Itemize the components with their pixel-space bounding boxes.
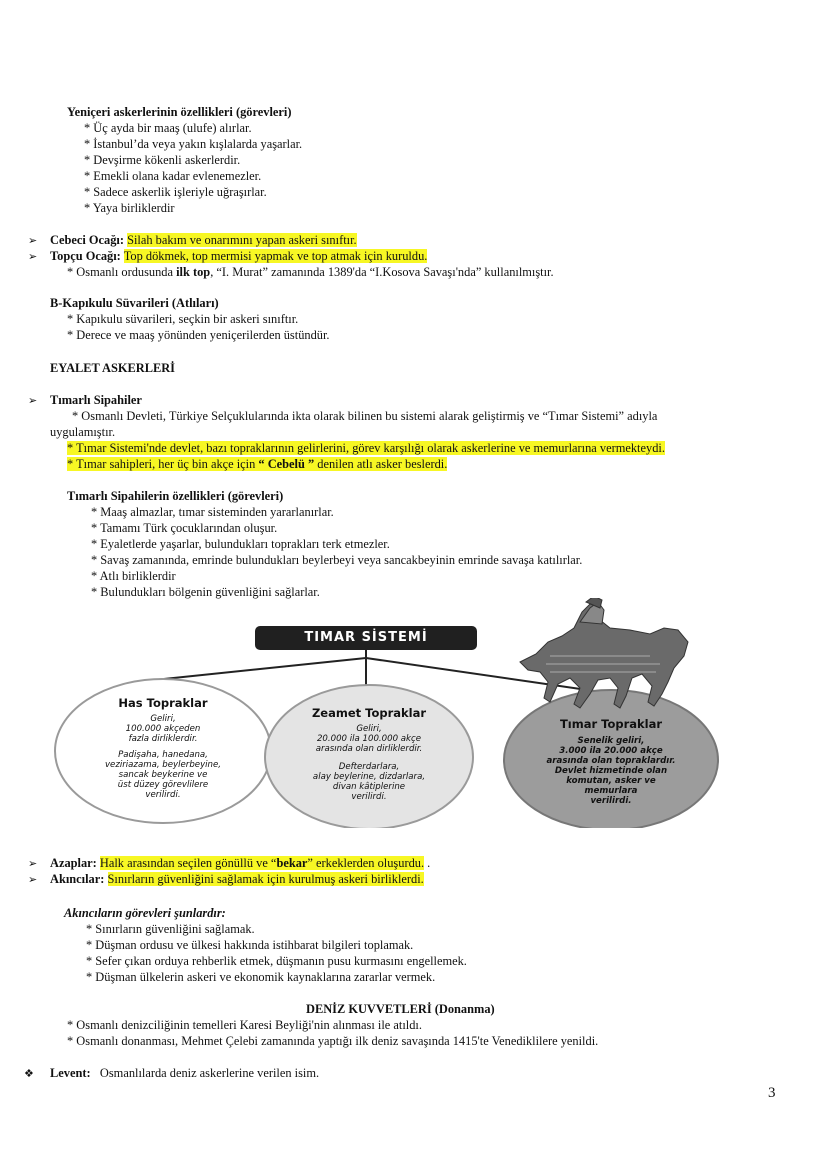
arrow-bullet-icon: ➢ xyxy=(28,234,38,247)
akincilar-line xyxy=(50,872,424,887)
timarli-feature-item: * Bulundukları bölgenin güvenliğini sağlarlar. xyxy=(91,585,320,599)
timarli-feature-item: * Tamamı Türk çocuklarından oluşur. xyxy=(91,521,278,535)
timar-system-banner: TIMAR SİSTEMİ xyxy=(255,626,477,650)
zeamet-line: Geliri, xyxy=(356,724,382,734)
timarli-title: Tımarlı Sipahiler xyxy=(50,393,142,407)
azaplar-bold: bekar xyxy=(276,856,308,870)
timarli-highlight-2 xyxy=(67,457,447,472)
timar-line: Devlet hizmetinde olan xyxy=(554,766,668,776)
zeamet-line: alay beylerine, dizdarlara, xyxy=(312,772,426,782)
timarli-feature-item: * Maaş almazlar, tımar sisteminden yararlanırlar. xyxy=(91,505,334,519)
timar-system-diagram xyxy=(50,598,730,828)
arrow-bullet-icon: ➢ xyxy=(28,857,38,870)
akincilar-text: Sınırların güvenliğini sağlamak için kurulmuş askeri birliklerdi. xyxy=(107,872,424,886)
topcu-label: Topçu Ocağı: xyxy=(50,249,121,263)
timar-title: Tımar Topraklar xyxy=(559,717,663,731)
navy-item: * Osmanlı donanması, Mehmet Çelebi zamanında yaptığı ilk deniz savaşında 1415'te Venediklilere yenildi. xyxy=(67,1034,599,1048)
azaplar-line xyxy=(50,856,430,871)
janissary-item: * Yaya birliklerdir xyxy=(84,201,175,215)
timarli-feature-item: * Savaş zamanında, emrinde bulundukları beylerbeyi veya sancakbeyinin emrinde savaşa katılırlar. xyxy=(91,553,583,567)
azaplar-label: Azaplar: xyxy=(50,856,97,870)
timarli-hl-2-post: denilen atlı asker beslerdi. xyxy=(314,457,448,471)
timarli-highlight-1 xyxy=(67,441,665,456)
has-line: üst düzey görevlilere xyxy=(117,780,209,790)
topcu-note-pre: * Osmanlı ordusunda xyxy=(67,265,177,279)
has-line: sancak beykerine ve xyxy=(118,770,208,780)
diamond-bullet-icon: ❖ xyxy=(24,1067,34,1080)
levent-label: Levent: xyxy=(50,1066,91,1080)
akinci-duty-item: * Düşman ülkelerin askeri ve ekonomik kaynaklarına zararlar vermek. xyxy=(86,970,436,984)
azaplar-post: ” erkeklerden oluşurdu. xyxy=(307,856,425,870)
timarli-hl-2-bold: “ Cebelü ” xyxy=(258,457,315,471)
timarli-hl-2-pre: * Tımar sahipleri, her üç bin akçe için xyxy=(67,457,259,471)
timar-line: 3.000 ila 20.000 akçe xyxy=(559,746,663,756)
timarli-intro-cont: uygulamıştır. xyxy=(50,425,116,439)
page-number: 3 xyxy=(768,1085,776,1101)
timar-line: memurlara xyxy=(584,786,638,796)
arrow-bullet-icon: ➢ xyxy=(28,250,38,263)
janissary-item: * İstanbul’da veya yakın kışlalarda yaşarlar. xyxy=(84,137,303,151)
akinci-duty-item: * Sınırların güvenliğini sağlamak. xyxy=(86,922,255,936)
has-title: Has Topraklar xyxy=(118,696,208,710)
cavalry-title: B-Kapıkulu Süvarileri (Atlıları) xyxy=(50,296,219,310)
timarli-feature-item: * Atlı birliklerdir xyxy=(91,569,176,583)
navy-title: DENİZ KUVVETLERİ (Donanma) xyxy=(306,1002,495,1016)
has-line: veziriazama, beylerbeyine, xyxy=(104,760,222,770)
cebeci-line xyxy=(50,233,357,248)
has-line: fazla dirliklerdir. xyxy=(128,734,198,744)
topcu-line xyxy=(50,249,427,264)
timarli-features-title: Tımarlı Sipahilerin özellikleri (görevleri) xyxy=(67,489,284,503)
topcu-note-post: , “I. Murat” zamanında 1389'da “I.Kosova Savaşı'nda” kullanılmıştır. xyxy=(210,265,554,279)
timar-text xyxy=(508,736,714,806)
timar-line: verilirdi. xyxy=(590,796,632,806)
timar-line: Senelik geliri, xyxy=(577,736,645,746)
janissary-item: * Üç ayda bir maaş (ulufe) alırlar. xyxy=(84,121,252,135)
akinci-duties-title: Akıncıların görevleri şunlardır: xyxy=(64,906,226,920)
zeamet-title: Zeamet Topraklar xyxy=(311,706,427,720)
zeamet-line: Defterdarlara, xyxy=(338,762,400,772)
cavalry-item: * Kapıkulu süvarileri, seçkin bir askeri sınıftır. xyxy=(67,312,299,326)
navy-item: * Osmanlı denizciliğinin temelleri Karesi Beyliği'nin alınması ile atıldı. xyxy=(67,1018,422,1032)
akincilar-label: Akıncılar: xyxy=(50,872,105,886)
janissary-item: * Devşirme kökenli askerlerdir. xyxy=(84,153,241,167)
cavalry-item: * Derece ve maaş yönünden yeniçerilerden üstündür. xyxy=(67,328,330,342)
timarli-hl-1-text: * Tımar Sistemi'nde devlet, bazı topraklarının gelirlerini, görev karşılığı olarak askerlerine ve memurlarına vermekteydi. xyxy=(67,441,665,455)
cebeci-text: Silah bakım ve onarımını yapan askeri sınıftır. xyxy=(127,233,357,247)
arrow-bullet-icon: ➢ xyxy=(28,873,38,886)
has-text xyxy=(60,714,266,800)
provincial-heading: EYALET ASKERLERİ xyxy=(50,361,175,375)
janissary-item: * Sadece askerlik işleriyle uğraşırlar. xyxy=(84,185,267,199)
arrow-bullet-icon: ➢ xyxy=(28,394,38,407)
zeamet-line: verilirdi. xyxy=(351,792,387,802)
zeamet-text xyxy=(266,724,472,802)
levent-text: Osmanlılarda deniz askerlerine verilen isim. xyxy=(99,1066,320,1080)
janissary-item: * Emekli olana kadar evlenemezler. xyxy=(84,169,262,183)
timar-line: komutan, asker ve xyxy=(566,776,656,786)
timarli-intro: * Osmanlı Devleti, Türkiye Selçuklularında ikta olarak bilinen bu sistemi alarak geliştirmiş ve “Tımar Sistemi” adıyla xyxy=(72,409,658,423)
zeamet-line: 20.000 ila 100.000 akçe xyxy=(316,734,422,744)
levent-line xyxy=(50,1066,319,1081)
has-line: 100.000 akçeden xyxy=(125,724,201,734)
has-line: Geliri, xyxy=(150,714,176,724)
cebeci-label: Cebeci Ocağı: xyxy=(50,233,124,247)
topcu-note xyxy=(67,265,554,280)
akinci-duty-item: * Düşman ordusu ve ülkesi hakkında istihbarat bilgileri toplamak. xyxy=(86,938,414,952)
zeamet-line: arasında olan dirliklerdir. xyxy=(315,744,423,754)
timar-line: arasında olan topraklardır. xyxy=(546,756,676,766)
topcu-note-bold: ilk top xyxy=(176,265,211,279)
azaplar-tail: . xyxy=(424,856,431,870)
akinci-duty-item: * Sefer çıkan orduya rehberlik etmek, düşmanın pusu kurmasını engellemek. xyxy=(86,954,467,968)
azaplar-pre: Halk arasından seçilen gönüllü ve “ xyxy=(99,856,277,870)
has-line: verilirdi. xyxy=(145,790,181,800)
topcu-text: Top dökmek, top mermisi yapmak ve top atmak için kuruldu. xyxy=(123,249,428,263)
has-line: Padişaha, hanedana, xyxy=(118,750,208,760)
zeamet-line: divan kâtiplerine xyxy=(332,782,406,792)
timarli-feature-item: * Eyaletlerde yaşarlar, bulundukları toprakları terk etmezler. xyxy=(91,537,390,551)
janissary-title: Yeniçeri askerlerinin özellikleri (görevleri) xyxy=(67,105,292,119)
